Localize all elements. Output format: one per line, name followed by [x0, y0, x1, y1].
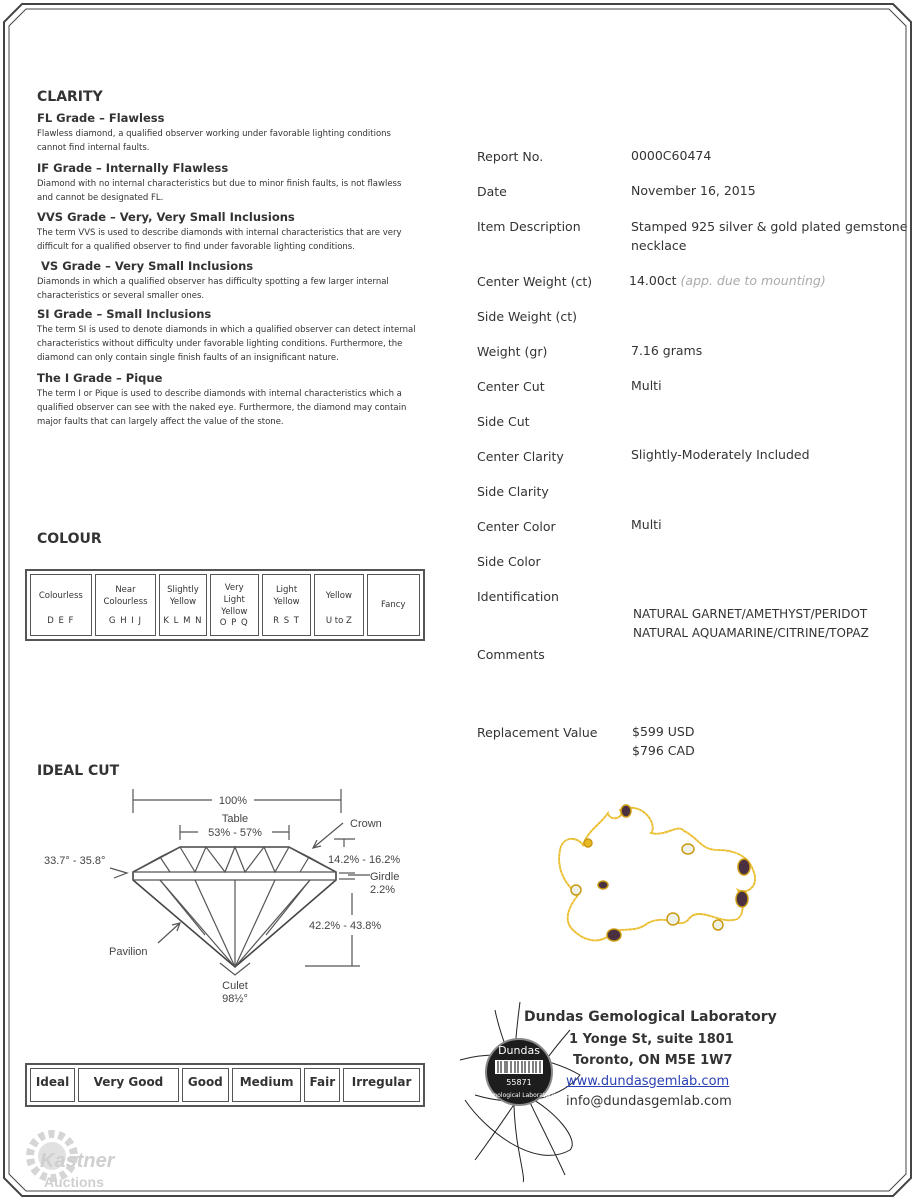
- necklace-photo: [548, 795, 788, 955]
- lab-seal-signature: [455, 1000, 585, 1185]
- lab-address-line2: Toronto, ON M5E 1W7: [573, 1053, 733, 1068]
- crown-angle-label: 33.7° - 35.8°: [44, 855, 106, 867]
- grade-description: Diamond with no internal characteristics but due to minor finish faults, is not flawless and cannot be designated FL.: [37, 179, 402, 203]
- clarity-grade-fl: [37, 111, 437, 155]
- table-label: Table: [221, 813, 249, 825]
- side-color-label: Side Color: [477, 554, 541, 569]
- cut-grade-cell: Very Good: [78, 1068, 179, 1102]
- side-clarity-label: Side Clarity: [477, 484, 549, 499]
- grade-title: VVS Grade – Very, Very Small Inclusions: [37, 210, 295, 224]
- center-weight-value: 14.00ct (app. due to mounting): [629, 273, 826, 288]
- clarity-heading: CLARITY: [37, 89, 103, 105]
- crown-height-label: 14.2% - 16.2%: [328, 854, 401, 866]
- pavilion-depth-label: 42.2% - 43.8%: [309, 920, 382, 932]
- diamond-proportions-diagram: [30, 785, 440, 1010]
- grade-description: Diamonds in which a qualified observer has difficulty spotting a few larger internal characteristics or several smaller ones.: [37, 277, 389, 301]
- grade-description: Flawless diamond, a qualified observer working under favorable lighting conditions cannot find internal faults.: [37, 129, 391, 153]
- center-color-value: Multi: [631, 517, 662, 532]
- culet-label: Culet: [222, 980, 248, 992]
- center-color-label: Center Color: [477, 519, 556, 534]
- cut-grade-cell: Ideal: [30, 1068, 75, 1102]
- seal-bottom-text: Gemological Laboratory: [483, 1092, 555, 1099]
- clarity-grade-i: [37, 371, 437, 429]
- clarity-grade-si: [37, 307, 437, 365]
- colour-cell: Colourless D E F: [30, 574, 92, 636]
- cut-grade-cell: Medium: [232, 1068, 302, 1102]
- table-range-label: 53% - 57%: [208, 827, 262, 839]
- clarity-grade-vvs: [37, 210, 437, 254]
- identification-value: NATURAL GARNET/AMETHYST/PERIDOT NATURAL AQUAMARINE/CITRINE/TOPAZ: [633, 607, 869, 640]
- center-weight-note: (app. due to mounting): [680, 273, 826, 288]
- crown-label: Crown: [350, 818, 382, 830]
- watermark-line1: Kastner: [40, 1150, 115, 1172]
- auction-watermark: [14, 1118, 134, 1196]
- date-label: Date: [477, 184, 507, 199]
- side-weight-label: Side Weight (ct): [477, 309, 578, 324]
- center-cut-label: Center Cut: [477, 379, 545, 394]
- lab-address-line1: 1 Yonge St, suite 1801: [569, 1032, 734, 1047]
- width-label: 100%: [218, 795, 248, 807]
- grade-title: VS Grade – Very Small Inclusions: [37, 259, 254, 273]
- ideal-cut-heading: IDEAL CUT: [37, 763, 120, 779]
- clarity-grade-vs: [37, 259, 437, 303]
- lab-name: Dundas Gemological Laboratory: [524, 1009, 777, 1025]
- weight-label: Weight (gr): [477, 344, 548, 359]
- comments-label: Comments: [477, 647, 545, 662]
- cut-grade-table: [25, 1063, 425, 1107]
- grade-description: The term SI is used to denote diamonds in which a qualified observer can detect internal characteristics without difficulty under favorable lighting conditions. Furthermore, the diamond can only contain single finish faults of an insignificant nature.: [37, 325, 416, 363]
- grade-title: FL Grade – Flawless: [37, 111, 165, 125]
- identification-label: Identification: [477, 589, 559, 604]
- item-description-value: Stamped 925 silver & gold plated gemstone necklace: [631, 219, 908, 253]
- center-clarity-label: Center Clarity: [477, 449, 564, 464]
- colour-cell: Yellow U to Z: [314, 574, 363, 636]
- clarity-grade-if: [37, 161, 437, 205]
- cut-grade-cell: Good: [182, 1068, 229, 1102]
- side-cut-label: Side Cut: [477, 414, 530, 429]
- girdle-percent-label: 2.2%: [370, 884, 396, 896]
- grade-description: The term I or Pique is used to describe diamonds with internal characteristics which a qualified observer can see with the naked eye. Furthermore, the diamond may contain major faults that can largely affect the value of the stone.: [37, 389, 407, 427]
- colour-cell: Very Light Yellow O P Q: [210, 574, 259, 636]
- lab-website-link[interactable]: www.dundasgemlab.com: [566, 1074, 730, 1089]
- colour-cell: Fancy: [367, 574, 420, 636]
- grade-title: SI Grade – Small Inclusions: [37, 307, 212, 321]
- watermark-line2: Auctions: [44, 1174, 104, 1190]
- colour-cell: Light Yellow R S T: [262, 574, 311, 636]
- center-weight-label: Center Weight (ct): [477, 274, 593, 289]
- replacement-value-label: Replacement Value: [477, 725, 598, 740]
- report-no-value: 0000C60474: [631, 148, 712, 163]
- culet-angle-label: 98½°: [222, 993, 248, 1005]
- cut-grade-cell: Irregular: [343, 1068, 420, 1102]
- grade-title: IF Grade – Internally Flawless: [37, 161, 229, 175]
- report-no-label: Report No.: [477, 149, 544, 164]
- colour-cell: Near Colourless G H I J: [95, 574, 157, 636]
- seal-number: 55871: [506, 1078, 532, 1087]
- cut-grade-cell: Fair: [304, 1068, 340, 1102]
- replacement-value: $599 USD $796 CAD: [632, 724, 695, 758]
- grade-title: The I Grade – Pique: [37, 371, 163, 385]
- girdle-label: Girdle: [370, 871, 400, 883]
- pavilion-label: Pavilion: [109, 946, 148, 958]
- colour-heading: COLOUR: [37, 531, 102, 547]
- weight-value: 7.16 grams: [631, 343, 703, 358]
- grade-description: The term VVS is used to describe diamonds with internal characteristics that are very difficult for a qualified observer to find under favorable lighting conditions.: [37, 228, 402, 252]
- item-description-label: Item Description: [477, 219, 581, 234]
- colour-cell: Slightly Yellow K L M N: [159, 574, 206, 636]
- seal-top-text: Dundas: [498, 1044, 540, 1057]
- date-value: November 16, 2015: [631, 183, 756, 198]
- colour-scale-table: [25, 569, 425, 641]
- center-clarity-value: Slightly-Moderately Included: [631, 447, 810, 462]
- center-cut-value: Multi: [631, 378, 662, 393]
- lab-email[interactable]: info@dundasgemlab.com: [566, 1094, 732, 1109]
